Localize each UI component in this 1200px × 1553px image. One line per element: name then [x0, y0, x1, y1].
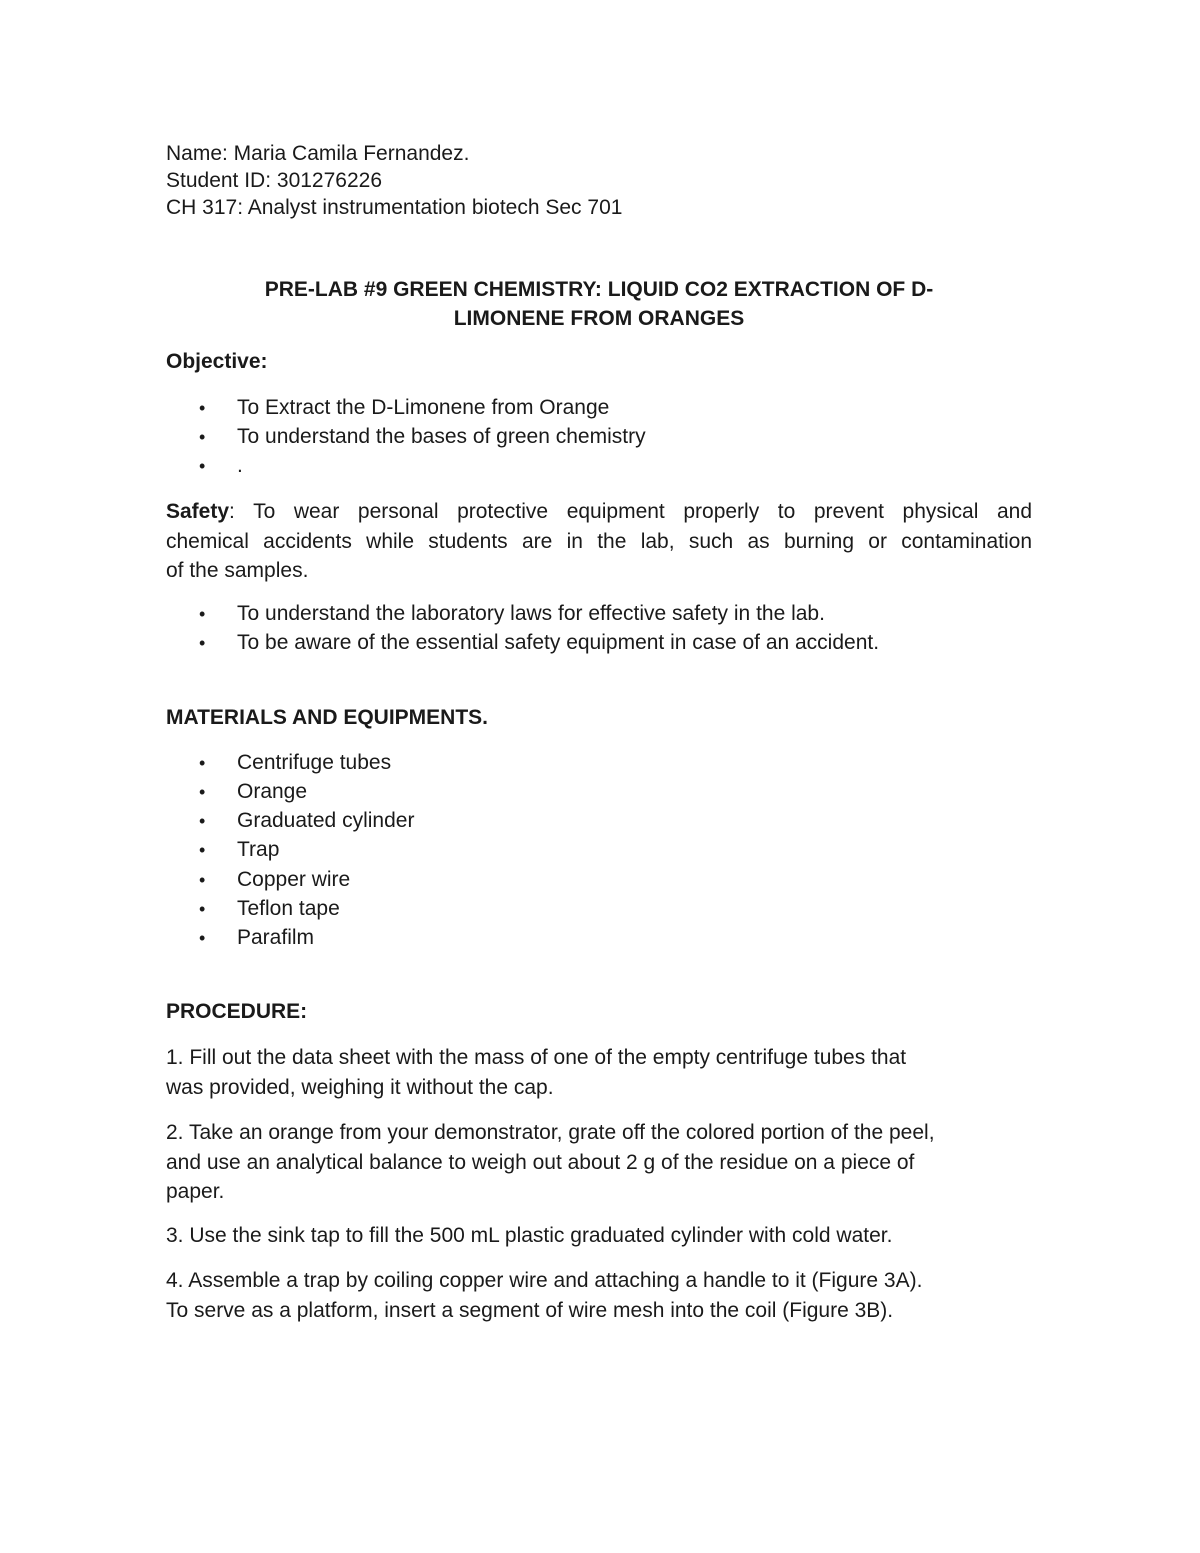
document-title-line-1: PRE-LAB #9 GREEN CHEMISTRY: LIQUID CO2 EXTRACTION OF D- [264, 278, 934, 301]
materials-item-text: Copper wire [237, 868, 351, 891]
materials-item [199, 895, 340, 923]
materials-item [199, 778, 307, 806]
procedure-step-line: 3. Use the sink tap to fill the 500 mL plastic graduated cylinder with cold water. [166, 1224, 893, 1247]
materials-item [199, 866, 350, 894]
student-id: Student ID: 301276226 [166, 169, 383, 192]
procedure-step [166, 1043, 1046, 1102]
objective-heading: Objective: [166, 350, 268, 373]
bullet-icon: • [199, 899, 206, 919]
materials-item [199, 749, 391, 777]
bullet-icon: • [199, 604, 206, 624]
bullet-icon: • [199, 840, 206, 860]
bullet-icon: • [199, 398, 206, 418]
materials-item-text: Centrifuge tubes [237, 751, 392, 774]
bullet-icon: • [199, 456, 206, 476]
safety-text-1: : To wear personal protective equipment properly to prevent physical and [229, 500, 1032, 523]
safety-item [199, 629, 879, 657]
objective-item-text: . [237, 454, 243, 477]
materials-item-text: Graduated cylinder [237, 809, 415, 832]
objective-item [199, 423, 646, 451]
bullet-icon: • [199, 427, 206, 447]
procedure-step-line: 2. Take an orange from your demonstrator, grate off the colored portion of the peel, [166, 1121, 935, 1144]
course-info: CH 317: Analyst instrumentation biotech Sec 701 [166, 196, 623, 219]
objective-item-text: To Extract the D-Limonene from Orange [237, 396, 610, 419]
materials-item-text: Teflon tape [237, 897, 340, 920]
safety-item-text: To understand the laboratory laws for effective safety in the lab. [237, 602, 825, 625]
bullet-icon: • [199, 633, 206, 653]
safety-line-2: chemical accidents while students are in the lab, such as burning or contamination [166, 529, 1032, 553]
bullet-icon: • [199, 811, 206, 831]
bullet-icon: • [199, 782, 206, 802]
materials-item [199, 924, 314, 952]
safety-item-text: To be aware of the essential safety equipment in case of an accident. [237, 631, 880, 654]
objective-item [199, 452, 243, 480]
procedure-step-line: 1. Fill out the data sheet with the mass of one of the empty centrifuge tubes that [166, 1046, 907, 1069]
bullet-icon: • [199, 753, 206, 773]
student-name: Name: Maria Camila Fernandez. [166, 142, 470, 165]
document-title-line-2: LIMONENE FROM ORANGES [453, 307, 745, 330]
materials-item-text: Trap [237, 838, 280, 861]
procedure-step [166, 1266, 1046, 1325]
procedure-step-line: and use an analytical balance to weigh out about 2 g of the residue on a piece of [166, 1150, 915, 1174]
materials-heading: MATERIALS AND EQUIPMENTS. [166, 706, 489, 729]
materials-item [199, 836, 279, 864]
procedure-step-line: was provided, weighing it without the cap. [166, 1075, 554, 1099]
procedure-step [166, 1118, 1046, 1207]
safety-paragraph [166, 497, 1032, 586]
procedure-step-line: 4. Assemble a trap by coiling copper wire and attaching a handle to it (Figure 3A). [166, 1269, 923, 1292]
safety-label: Safety [166, 500, 230, 523]
materials-item [199, 807, 414, 835]
bullet-icon: • [199, 870, 206, 890]
safety-line-3: of the samples. [166, 559, 309, 582]
safety-item [199, 600, 825, 628]
materials-item-text: Orange [237, 780, 308, 803]
materials-item-text: Parafilm [237, 926, 315, 949]
procedure-step-line: To serve as a platform, insert a segment of wire mesh into the coil (Figure 3B). [166, 1298, 894, 1322]
procedure-step-line: paper. [166, 1180, 225, 1203]
safety-line-1 [166, 497, 1032, 527]
objective-item [199, 394, 609, 422]
objective-item-text: To understand the bases of green chemistry [237, 425, 646, 448]
bullet-icon: • [199, 928, 206, 948]
procedure-heading: PROCEDURE: [166, 1000, 308, 1023]
procedure-step [166, 1221, 1046, 1251]
